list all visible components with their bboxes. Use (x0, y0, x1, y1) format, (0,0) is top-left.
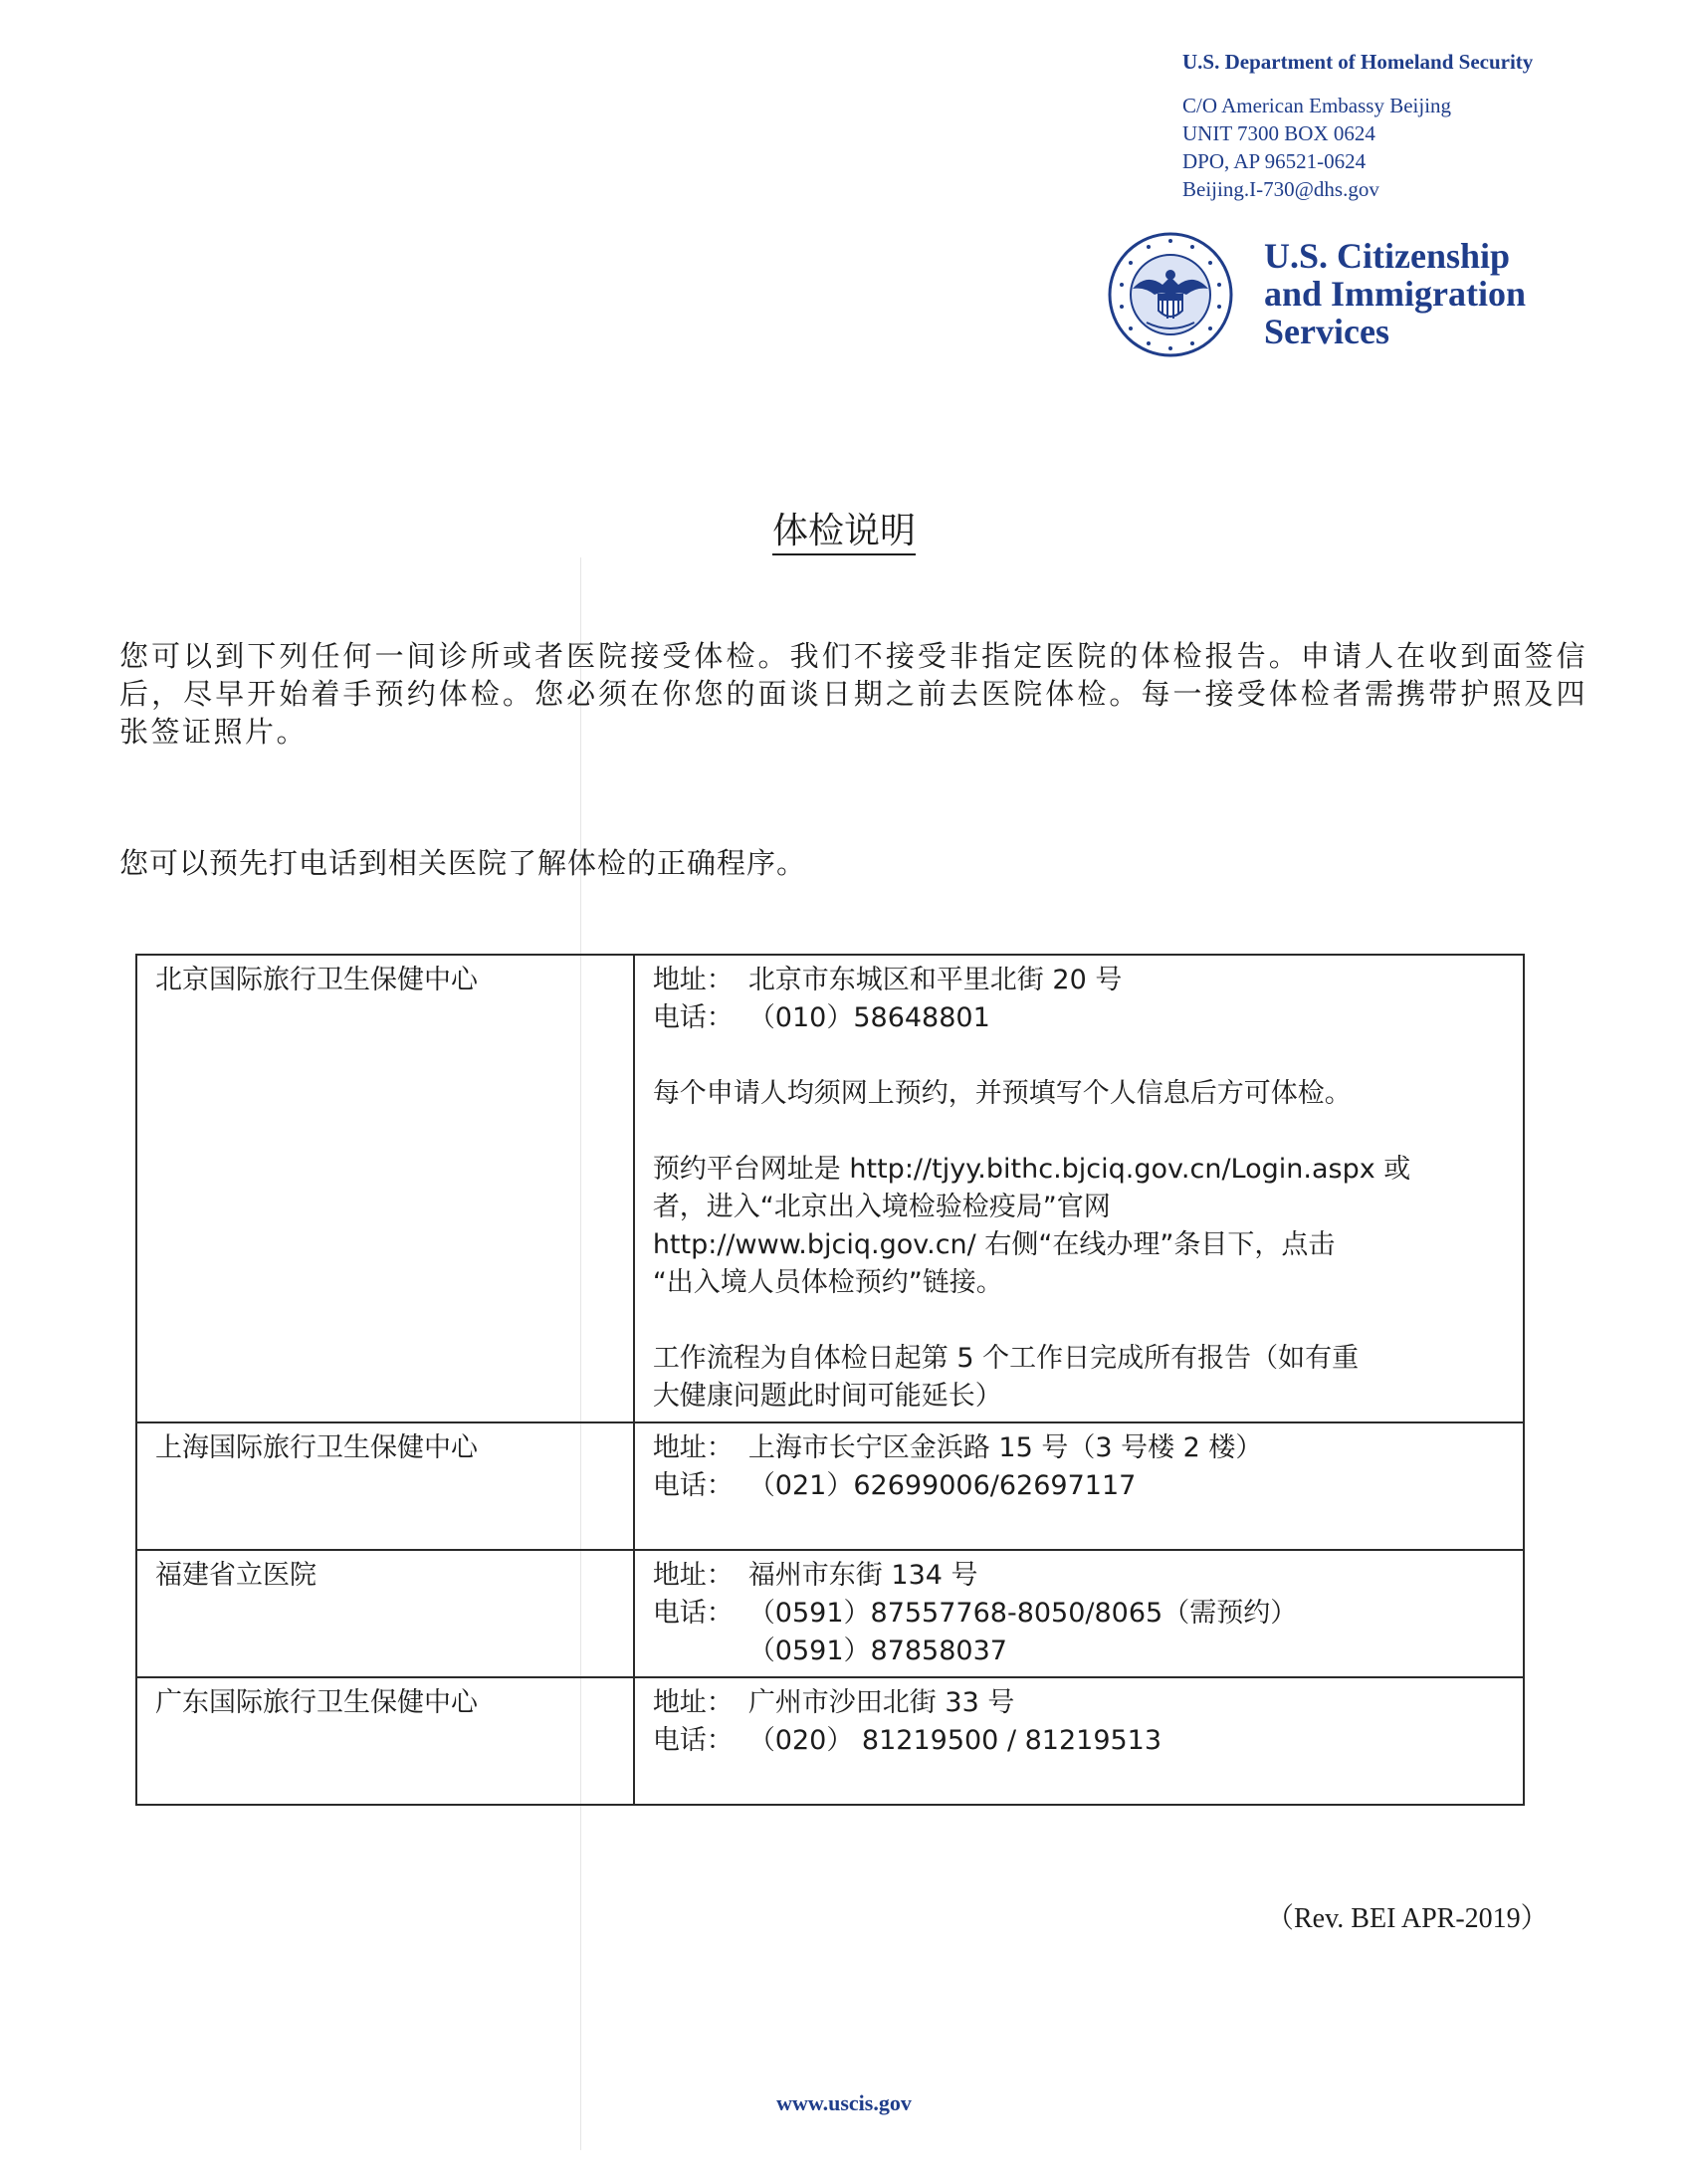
clinic-phone-2: （0591）87858037 (747, 1636, 1007, 1666)
agency-line: and Immigration (1264, 274, 1527, 314)
note-line: http://www.bjciq.gov.cn/ 右侧“在线办理”条目下，点击 (652, 1229, 1336, 1260)
clinic-phone (653, 999, 1509, 1037)
dhs-seal-icon (1107, 231, 1234, 358)
agency-line: Services (1264, 312, 1389, 351)
spacer (653, 1505, 1509, 1543)
note-line: 工作流程为自体检日起第 5 个工作日完成所有报告（如有重 (652, 1343, 1360, 1374)
address-label: 地址： (652, 1432, 734, 1463)
clinic-note-platform (653, 1151, 1509, 1302)
clinic-phone (653, 1467, 1509, 1505)
clinic-info-cell (634, 1422, 1524, 1550)
phone-label: 电话： (652, 1002, 734, 1033)
clinic-address (653, 1429, 1509, 1467)
phone-label: 电话： (652, 1598, 734, 1629)
address-line: C/O American Embassy Beijing (1182, 94, 1452, 117)
clinic-note-booking: 每个申请人均须网上预约，并预填写个人信息后方可体检。 (652, 1078, 1352, 1109)
clinic-note-workflow (653, 1340, 1509, 1416)
footer-url: www.uscis.gov (776, 2090, 912, 2115)
revision-note: （Rev. BEI APR-2019） (1266, 1903, 1549, 1934)
address-line: DPO, AP 96521-0624 (1182, 149, 1367, 173)
table-row (136, 1550, 1524, 1677)
note-line: 预约平台网址是 http://tjyy.bithc.bjciq.gov.cn/Login.aspx 或 (652, 1154, 1411, 1185)
address-email: Beijing.I-730@dhs.gov (1182, 177, 1379, 201)
address-value: 福州市东街 134 号 (747, 1560, 978, 1591)
clinic-table (135, 954, 1525, 1806)
clinic-info-cell (634, 1550, 1524, 1677)
clinic-address (653, 962, 1509, 999)
clinic-phone (653, 1722, 1509, 1760)
clinic-name-cell (136, 1677, 634, 1805)
agency-line: U.S. Citizenship (1264, 236, 1511, 276)
note-line: 者，进入“北京出入境检验检疫局”官网 (652, 1192, 1111, 1222)
clinic-name-cell (136, 1422, 634, 1550)
clinic-name: 广东国际旅行卫生保健中心 (155, 1687, 478, 1718)
clinic-info-cell (634, 955, 1524, 1422)
clinic-name: 上海国际旅行卫生保健中心 (155, 1432, 478, 1463)
clinic-phone (653, 1595, 1509, 1633)
agency-name (1264, 237, 1526, 350)
address-value: 上海市长宁区金浜路 15 号（3 号楼 2 楼） (747, 1432, 1263, 1463)
address-label: 地址： (652, 965, 734, 995)
clinic-info-cell (634, 1677, 1524, 1805)
table-row (136, 1422, 1524, 1550)
phone-value: （010）58648801 (747, 1002, 990, 1033)
intro-paragraph-2: 您可以预先打电话到相关医院了解体检的正确程序。 (119, 846, 807, 880)
address-value: 广州市沙田北街 33 号 (747, 1687, 1015, 1718)
clinic-name: 北京国际旅行卫生保健中心 (155, 965, 478, 995)
address-line: UNIT 7300 BOX 0624 (1182, 121, 1375, 145)
table-row (136, 1677, 1524, 1805)
phone-label: 电话： (652, 1725, 734, 1756)
clinic-address (653, 1684, 1509, 1722)
clinic-name-cell (136, 1550, 634, 1677)
page-title-text: 体检说明 (772, 511, 916, 555)
intro-paragraph: 您可以到下列任何一间诊所或者医院接受体检。我们不接受非指定医院的体检报告。申请人在收到面签信后，尽早开始着手预约体检。您必须在你您的面谈日期之前去医院体检。每一接受体检者需携带护照及四张签证照片。 (119, 639, 1587, 749)
phone-value: （0591）87557768-8050/8065（需预约） (747, 1598, 1298, 1629)
department-name: U.S. Department of Homeland Security (1182, 50, 1534, 74)
address-label: 地址： (652, 1687, 734, 1718)
address-label: 地址： (652, 1560, 734, 1591)
table-row (136, 955, 1524, 1422)
phone-label: 电话： (652, 1470, 734, 1501)
phone-value: （020） 81219500 / 81219513 (747, 1725, 1162, 1756)
spacer (653, 1760, 1509, 1798)
clinic-name-cell (136, 955, 634, 1422)
address-value: 北京市东城区和平里北街 20 号 (747, 965, 1123, 995)
phone-value: （021）62699006/62697117 (747, 1470, 1137, 1501)
clinic-name: 福建省立医院 (155, 1560, 316, 1591)
note-line: “出入境人员体检预约”链接。 (652, 1267, 1003, 1298)
page-title (0, 510, 1688, 553)
clinic-address (653, 1557, 1509, 1595)
embassy-address (1182, 92, 1451, 203)
note-line: 大健康问题此时间可能延长） (652, 1381, 1002, 1412)
